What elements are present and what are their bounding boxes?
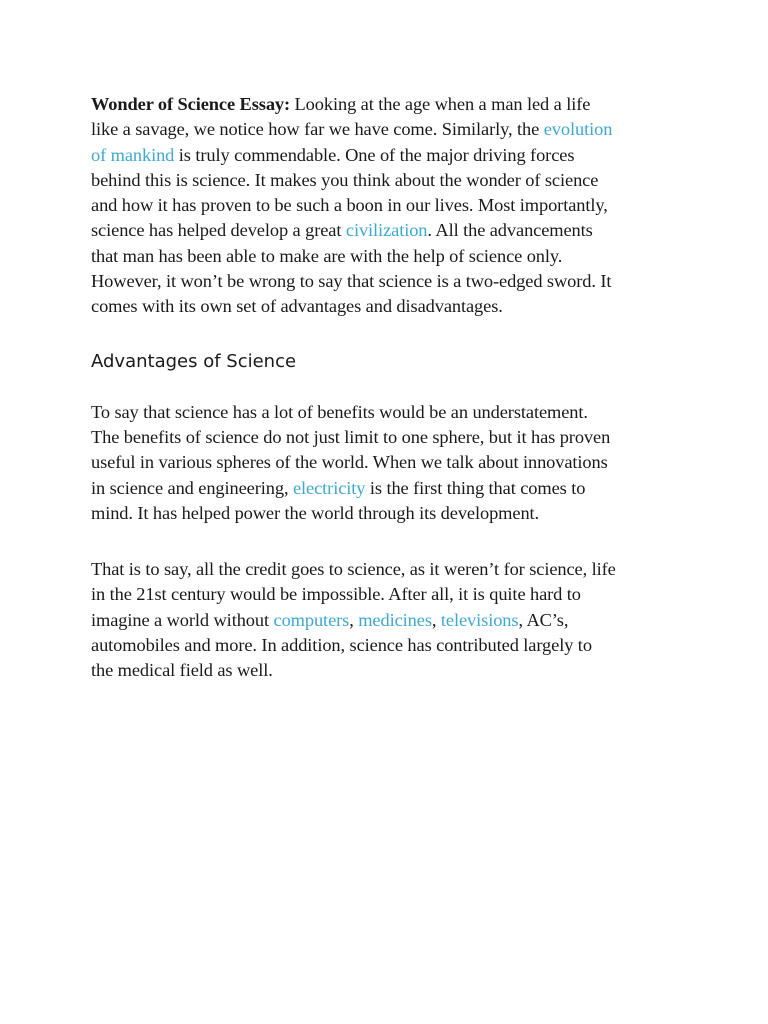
essay-lead-title: Wonder of Science Essay:: [91, 94, 291, 114]
section-heading: Advantages of Science: [91, 350, 297, 372]
credit-line-1: That is to say, all the credit goes to science, as it weren’t for science, life: [91, 559, 616, 580]
evolution-of-mankind-link[interactable]: evolution: [543, 119, 613, 140]
credit-line-2: in the 21st century would be impossible. After all, it is quite hard to: [91, 584, 581, 605]
benefits-line-2: The benefits of science do not just limit to one sphere, but it has proven: [91, 426, 611, 447]
credit-line-3: imagine a world without computers, medicines, televisions, AC’s,: [91, 609, 569, 630]
intro-line-8: However, it won’t be wrong to say that science is a two-edged sword. It: [91, 271, 612, 292]
televisions-link[interactable]: televisions: [440, 609, 519, 630]
credit-line-5: the medical field as well.: [91, 660, 273, 681]
credit-paragraph: [91, 557, 691, 683]
computers-link[interactable]: computers: [273, 609, 350, 630]
intro-line-1: Wonder of Science Essay: Looking at the age when a man led a life: [91, 94, 591, 114]
document-page: [91, 92, 691, 684]
intro-line-6: science has helped develop a great civilization. All the advancements: [91, 220, 593, 241]
civilization-link[interactable]: civilization: [345, 220, 428, 241]
intro-line-9: comes with its own set of advantages and disadvantages.: [91, 296, 503, 317]
intro-line-3: of mankind is truly commendable. One of the major driving forces: [91, 144, 575, 165]
benefits-paragraph: [91, 400, 691, 526]
benefits-line-5: mind. It has helped power the world through its development.: [91, 502, 540, 523]
evolution-of-mankind-link-cont[interactable]: of mankind: [91, 144, 175, 165]
intro-line-7: that man has been able to make are with the help of science only.: [91, 245, 563, 266]
credit-line-4: automobiles and more. In addition, science has contributed largely to: [91, 635, 592, 656]
intro-line-2: like a savage, we notice how far we have come. Similarly, the evolution: [91, 119, 613, 140]
electricity-link[interactable]: electricity: [292, 477, 366, 498]
benefits-line-4: in science and engineering, electricity is the first thing that comes to: [91, 477, 586, 498]
medicines-link[interactable]: medicines: [358, 609, 432, 630]
benefits-line-3: useful in various spheres of the world. When we talk about innovations: [91, 452, 608, 473]
benefits-line-1: To say that science has a lot of benefits would be an understatement.: [91, 401, 588, 422]
intro-line-4: behind this is science. It makes you think about the wonder of science: [91, 169, 599, 190]
intro-line-5: and how it has proven to be such a boon in our lives. Most importantly,: [91, 195, 608, 216]
intro-paragraph: [91, 92, 691, 320]
